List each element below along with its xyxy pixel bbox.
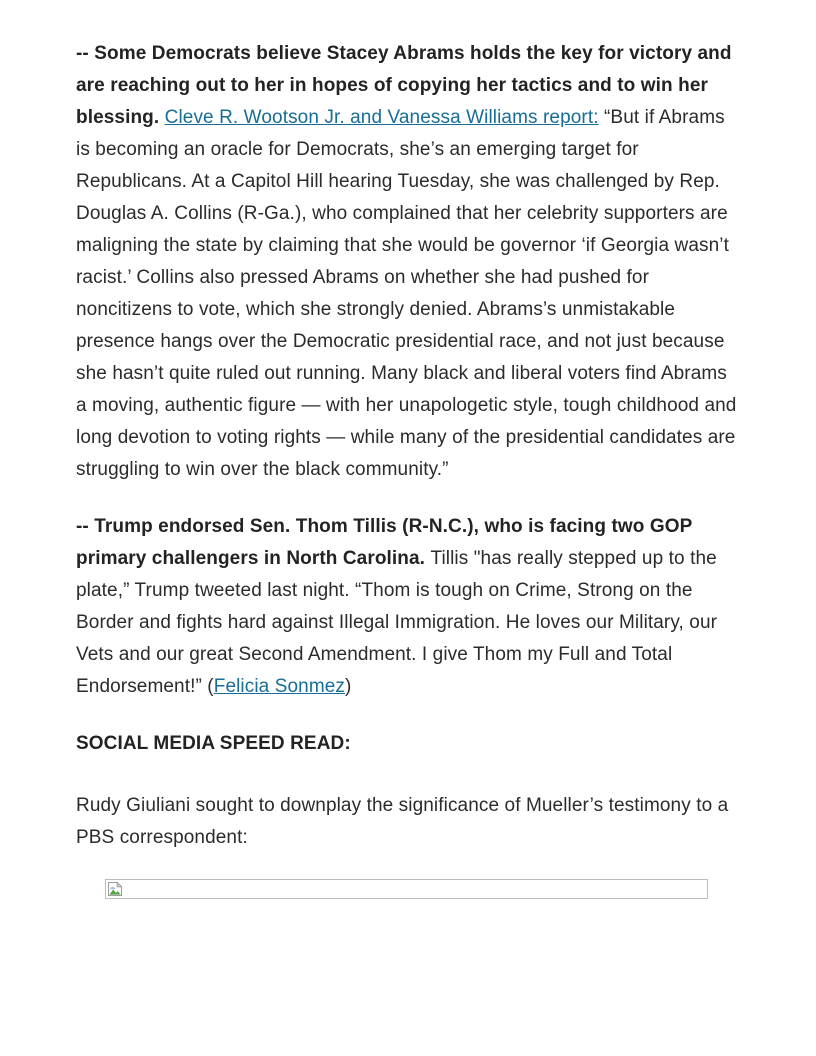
- inline-link[interactable]: Felicia Sonmez: [213, 676, 346, 697]
- body-text: ): [345, 676, 352, 697]
- section-heading: [76, 728, 740, 760]
- body-text: Rudy Giuliani sought to downplay the significance of Mueller’s testimony to a PBS correspondent:: [76, 795, 729, 848]
- broken-image-icon: [107, 881, 123, 897]
- embedded-image-placeholder[interactable]: [105, 879, 708, 899]
- body-text: “But if Abrams is becoming an oracle for Democrats, she’s an emerging target for Republicans. At a Capitol Hill hearing Tuesday, she was challenged by Rep. Douglas A. Collins (R-Ga.), who complained that her celebrity supporters are maligning the state by claiming that she would be governor ‘if Georgia wasn’t racist.’ Collins also pressed Abrams on whether she had pushed for noncitizens to vote, which she strongly denied. Abrams’s unmistakable presence hangs over the Democratic presidential race, and not just because she hasn’t quite ruled out running. Many black and liberal voters find Abrams a moving, authentic figure — with her unapologetic style, tough childhood and long devotion to voting rights — while many of the presidential candidates are struggling to win over the black community.”: [76, 107, 737, 480]
- article-paragraph: [76, 38, 740, 486]
- body-text: Tillis "has really stepped up to the plate,” Trump tweeted last night. “Thom is tough on Crime, Strong on the Border and fights hard against Illegal Immigration. He loves our Military, our Vets and our great Second Amendment. I give Thom my Full and Total Endorsement!” (: [76, 548, 718, 697]
- article-paragraph: [76, 511, 740, 703]
- bold-lead-text: -- Some Democrats believe Stacey Abrams holds the key for victory and are reaching out to her in hopes of copying her tactics and to win her blessing.: [76, 43, 732, 128]
- article-paragraph: [76, 790, 740, 854]
- bold-lead-text: SOCIAL MEDIA SPEED READ:: [76, 733, 351, 754]
- inline-link[interactable]: Cleve R. Wootson Jr. and Vanessa Williams report:: [164, 107, 599, 128]
- bold-lead-text: -- Trump endorsed Sen. Thom Tillis (R-N.C.), who is facing two GOP primary challengers in North Carolina.: [76, 516, 693, 569]
